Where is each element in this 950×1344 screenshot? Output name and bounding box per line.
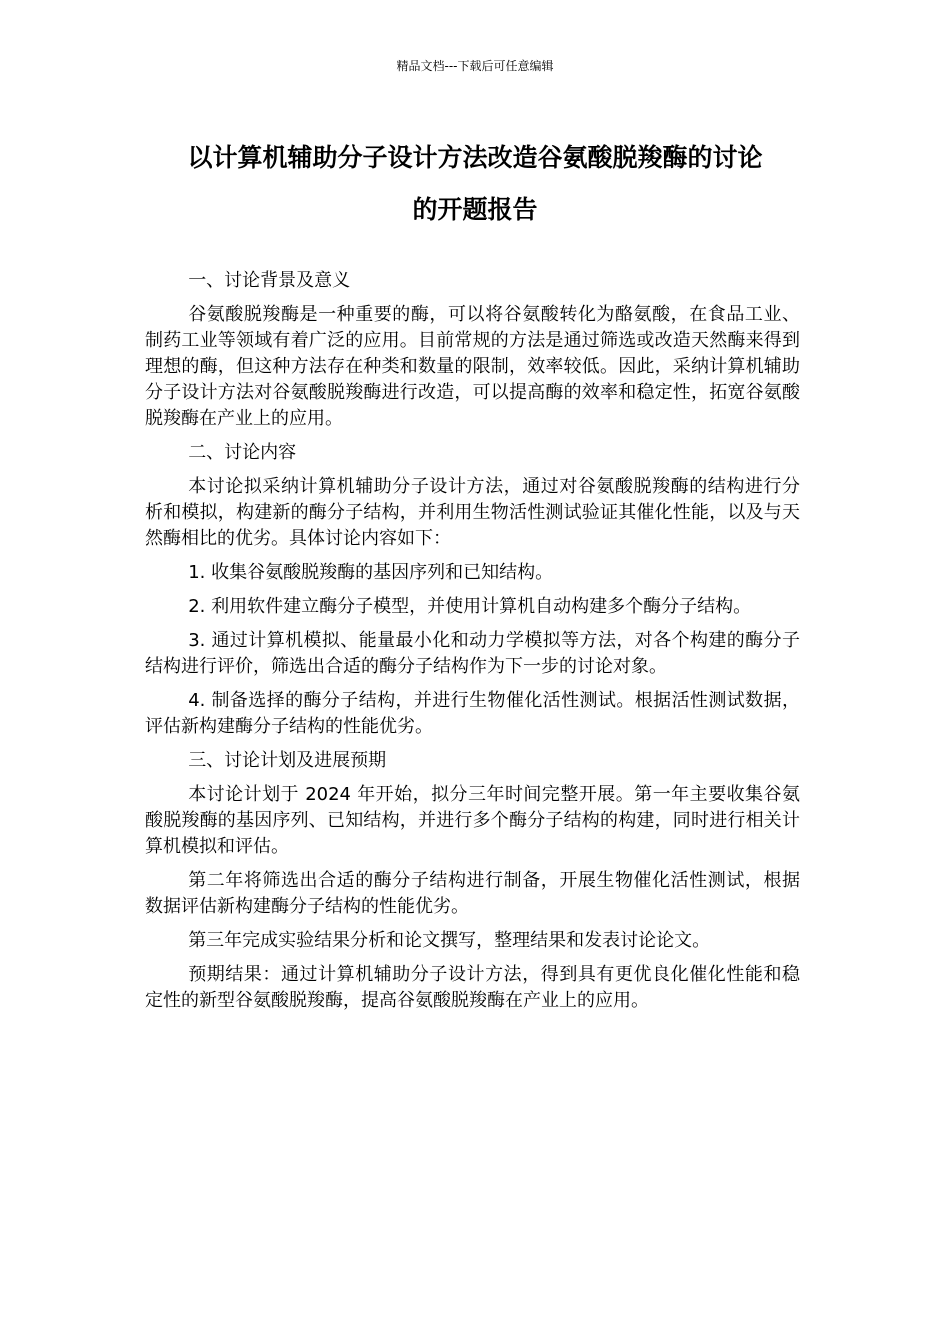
document-title xyxy=(145,132,805,236)
section-heading-content: 二、讨论内容 xyxy=(188,442,297,463)
paragraph-expected-results: 预期结果：通过计算机辅助分子设计方法，得到具有更优良化催化性能和稳定性的新型谷氨酸脱羧酶，提高谷氨酸脱羧酶在产业上的应用。 xyxy=(145,964,800,1011)
list-item-1: 1. 收集谷氨酸脱羧酶的基因序列和已知结构。 xyxy=(188,562,554,583)
section-heading-plan: 三、讨论计划及进展预期 xyxy=(188,750,387,771)
paragraph-background: 谷氨酸脱羧酶是一种重要的酶，可以将谷氨酸转化为酪氨酸，在食品工业、制药工业等领域有着广泛的应用。目前常规的方法是通过筛选或改造天然酶来得到理想的酶，但这种方法存在种类和数量的限制，效率较低。因此，采纳计算机辅助分子设计方法对谷氨酸脱羧酶进行改造，可以提高酶的效率和稳定性，拓宽谷氨酸脱羧酶在产业上的应用。 xyxy=(145,304,800,429)
list-item-4: 4. 制备选择的酶分子结构，并进行生物催化活性测试。根据活性测试数据，评估新构建酶分子结构的性能优劣。 xyxy=(145,690,800,737)
list-item-3: 3. 通过计算机模拟、能量最小化和动力学模拟等方法，对各个构建的酶分子结构进行评价，筛选出合适的酶分子结构作为下一步的讨论对象。 xyxy=(145,630,800,677)
list-item-2: 2. 利用软件建立酶分子模型，并使用计算机自动构建多个酶分子结构。 xyxy=(188,596,752,617)
paragraph-content-intro: 本讨论拟采纳计算机辅助分子设计方法，通过对谷氨酸脱羧酶的结构进行分析和模拟，构建新的酶分子结构，并利用生物活性测试验证其催化性能，以及与天然酶相比的优劣。具体讨论内容如下： xyxy=(145,476,800,549)
title-line-2: 的开题报告 xyxy=(412,195,538,224)
document-body xyxy=(145,268,800,1022)
title-line-1: 以计算机辅助分子设计方法改造谷氨酸脱羧酶的讨论 xyxy=(187,143,763,172)
paragraph-plan-year2: 第二年将筛选出合适的酶分子结构进行制备，开展生物催化活性测试，根据数据评估新构建酶分子结构的性能优劣。 xyxy=(145,870,800,917)
section-heading-background: 一、讨论背景及意义 xyxy=(188,270,351,291)
paragraph-plan-year3: 第三年完成实验结果分析和论文撰写，整理结果和发表讨论论文。 xyxy=(188,930,711,951)
paragraph-plan-year1: 本讨论计划于 2024 年开始，拟分三年时间完整开展。第一年主要收集谷氨酸脱羧酶的基因序列、已知结构，并进行多个酶分子结构的构建，同时进行相关计算机模拟和评估。 xyxy=(145,784,800,857)
page-header: 精品文档---下载后可任意编辑 xyxy=(396,59,554,73)
